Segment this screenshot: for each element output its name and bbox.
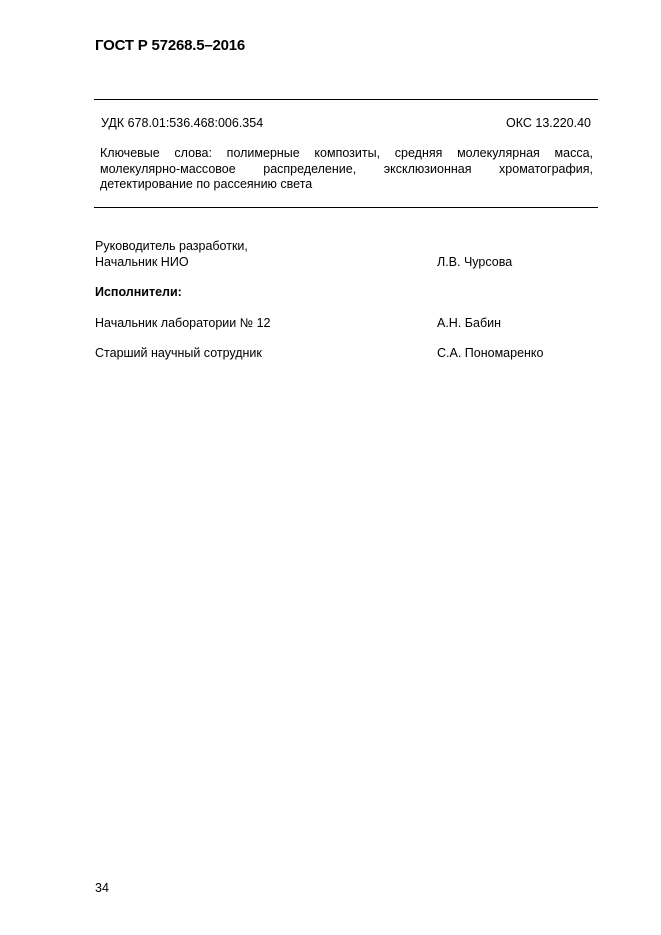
performer-name: С.А. Пономаренко [437,346,544,360]
performers-heading: Исполнители: [95,285,182,299]
head-name: Л.В. Чурсова [437,255,513,269]
performer-position: Старший научный сотрудник [95,346,262,360]
udc-code: УДК 678.01:536.468:006.354 [101,116,264,130]
page-number: 34 [95,881,109,895]
document-code: ГОСТ Р 57268.5–2016 [95,37,246,54]
head-label-line1: Руководитель разработки, [95,239,248,253]
bottom-divider [94,207,598,208]
head-label-line2: Начальник НИО [95,255,189,269]
performer-position: Начальник лаборатории № 12 [95,316,271,330]
performer-name: А.Н. Бабин [437,316,501,330]
top-divider [94,99,598,100]
oks-code: ОКС 13.220.40 [506,116,591,130]
keywords-paragraph: Ключевые слова: полимерные композиты, средняя молекулярная масса, молекулярно-массовое распределение, эксклюзионная хроматография, детектирование по рассеянию света [100,146,593,191]
